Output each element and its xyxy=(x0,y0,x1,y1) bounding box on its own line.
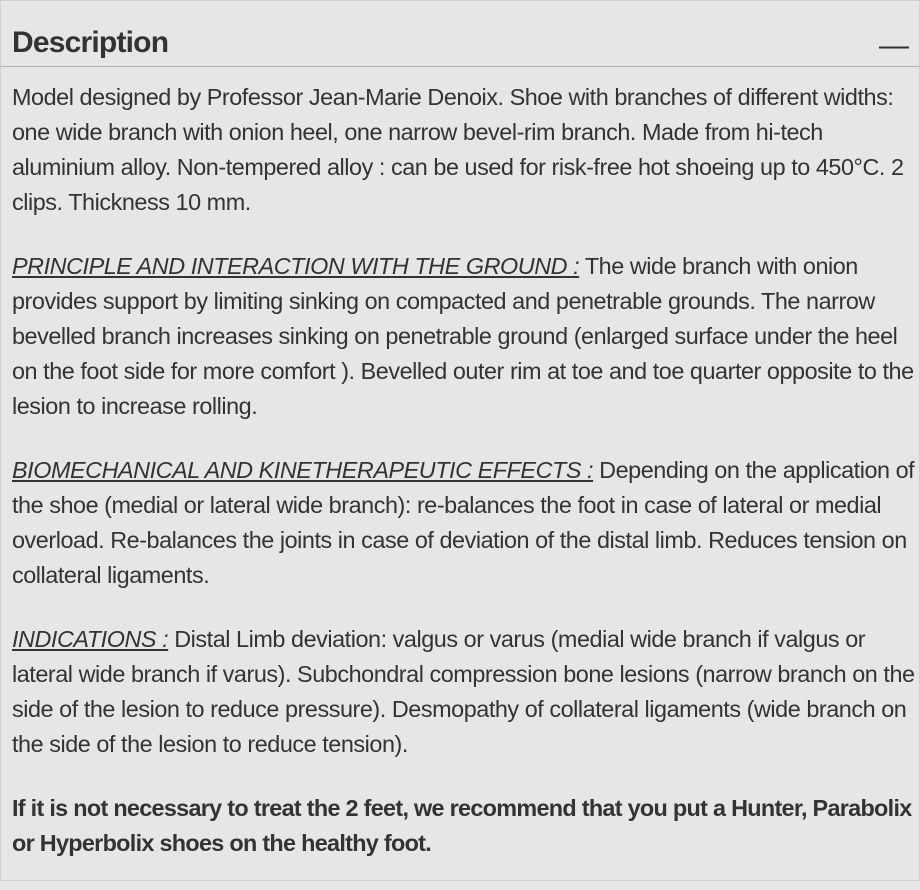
section-title: Description xyxy=(12,26,169,59)
indications-text: Distal Limb deviation: valgus or varus (medial wide branch if valgus or lateral wide branch if varus). Subchondral compression bone lesions (narrow branch on the side of the lesion to reduce pressure). Desmopathy of collateral ligaments (wide branch on the side of the lesion to reduce tension). xyxy=(12,626,915,757)
effects-paragraph xyxy=(12,453,916,593)
description-body xyxy=(12,80,916,890)
principle-heading: PRINCIPLE AND INTERACTION WITH THE GROUND : xyxy=(12,253,580,279)
intro-paragraph: Model designed by Professor Jean-Marie Denoix. Shoe with branches of different widths: one wide branch with onion heel, one narrow bevel-rim branch. Made from hi-tech aluminium alloy. Non-tempered alloy : can be used for risk-free hot shoeing up to 450°C. 2 clips. Thickness 10 mm. xyxy=(12,84,904,215)
effects-heading: BIOMECHANICAL AND KINETHERAPEUTIC EFFECTS : xyxy=(12,457,594,483)
recommendation-note: If it is not necessary to treat the 2 feet, we recommend that you put a Hunter, Parabolix or Hyperbolix shoes on the healthy foot. xyxy=(12,795,912,856)
effects-text: Depending on the application of the shoe (medial or lateral wide branch): re-balances the foot in case of lateral or medial overload. Re-balances the joints in case of deviation of the distal limb. Reduces tension on collateral ligaments. xyxy=(12,457,915,588)
principle-paragraph xyxy=(12,249,916,424)
indications-heading: INDICATIONS : xyxy=(12,626,169,652)
principle-text: The wide branch with onion provides support by limiting sinking on compacted and penetrable grounds. The narrow bevelled branch increases sinking on penetrable ground (enlarged surface under the heel on the foot side for more comfort ). Bevelled outer rim at toe and toe quarter opposite to the lesion to increase rolling. xyxy=(12,253,914,419)
collapse-icon[interactable]: — xyxy=(879,29,909,62)
description-header[interactable] xyxy=(1,1,919,67)
indications-paragraph xyxy=(12,622,916,762)
